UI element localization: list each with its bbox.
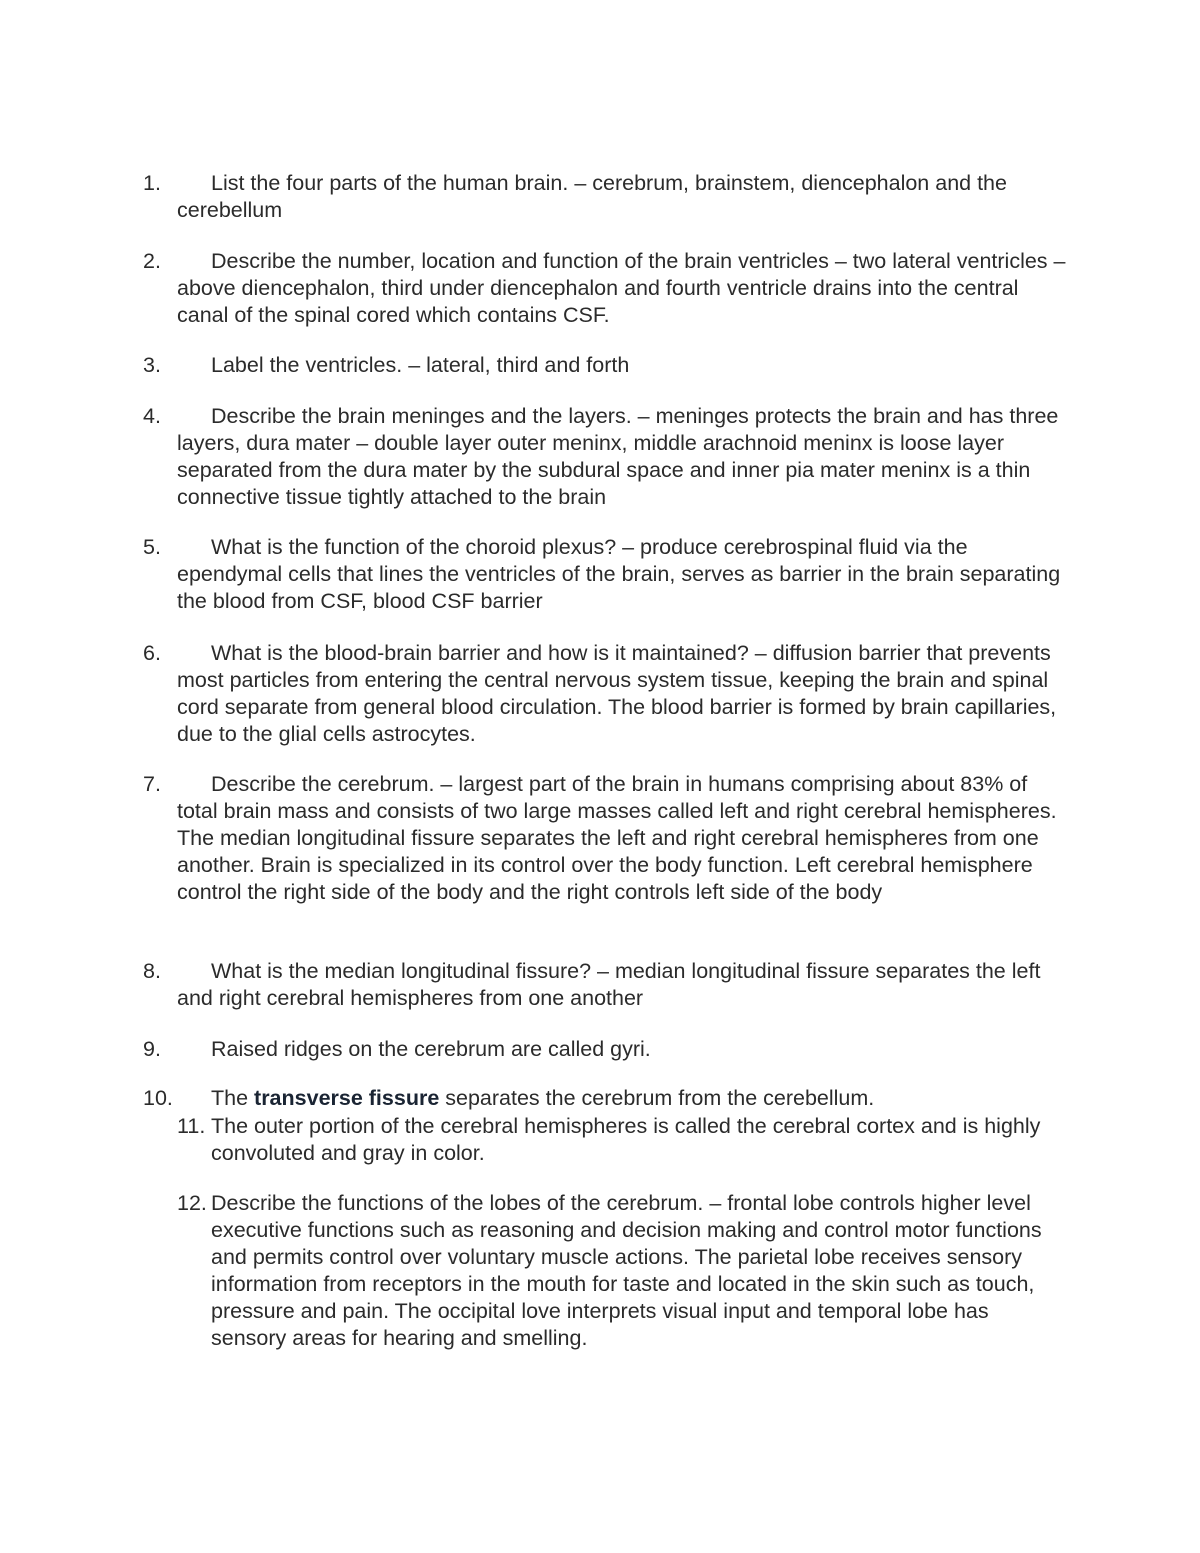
item-text-before: The: [211, 1086, 255, 1110]
item-text-after: separates the cerebrum from the cerebellum.: [439, 1086, 875, 1110]
item-text: What is the blood-brain barrier and how is it maintained? – diffusion barrier that prevents most particles from entering the central nervous system tissue, keeping the brain and spinal cord separate from general blood circulation. The blood barrier is formed by brain capillaries, due to the glial cells astrocytes.: [177, 641, 1057, 746]
item-number: 4.: [143, 404, 161, 428]
item-number: 11.: [177, 1114, 206, 1138]
item-text: Describe the functions of the lobes of the cerebrum. – frontal lobe controls higher level executive functions such as reasoning and decision making and control motor functions and permits control over voluntary muscle actions. The parietal lobe receives sensory information from receptors in the mouth for taste and located in the skin such as touch, pressure and pain. The occipital love interprets visual input and temporal lobe has sensory areas for hearing and smelling.: [211, 1191, 1042, 1350]
item-number: 10.: [143, 1086, 173, 1110]
item-text: [177, 1085, 1067, 1112]
item-number: 7.: [143, 772, 161, 796]
item-text: Describe the number, location and function of the brain ventricles – two lateral ventricles – above diencephalon, third under diencephalon and fourth ventricle drains into the central canal of the spinal cored which contains CSF.: [177, 249, 1066, 327]
item-number: 8.: [143, 959, 161, 983]
item-number: 9.: [143, 1037, 161, 1061]
item-text: Raised ridges on the cerebrum are called gyri.: [211, 1037, 651, 1061]
item-number: 12.: [177, 1191, 207, 1215]
item-text: What is the median longitudinal fissure? – median longitudinal fissure separates the left and right cerebral hemispheres from one another: [177, 959, 1041, 1010]
item-number: 1.: [143, 171, 161, 195]
item-text: Describe the brain meninges and the layers. – meninges protects the brain and has three layers, dura mater – double layer outer meninx, middle arachnoid meninx is loose layer separated from the dura mater by the subdural space and inner pia mater meninx is a thin connective tissue tightly attached to the brain: [177, 404, 1059, 509]
bold-term: transverse fissure: [254, 1086, 440, 1110]
item-number: 2.: [143, 249, 161, 273]
item-text: What is the function of the choroid plexus? – produce cerebrospinal fluid via the ependymal cells that lines the ventricles of the brain, serves as barrier in the brain separating the blood from CSF, blood CSF barrier: [177, 535, 1061, 613]
item-number: 3.: [143, 353, 161, 377]
item-text: Describe the cerebrum. – largest part of the brain in humans comprising about 83% of total brain mass and consists of two large masses called left and right cerebral hemispheres. The median longitudinal fissure separates the left and right cerebral hemispheres from one another. Brain is specialized in its control over the body function. Left cerebral hemisphere control the right side of the body and the right controls left side of the body: [177, 772, 1057, 904]
item-text: Label the ventricles. – lateral, third and forth: [211, 353, 630, 377]
item-text: The outer portion of the cerebral hemispheres is called the cerebral cortex and is highly convoluted and gray in color.: [211, 1114, 1041, 1165]
item-number: 5.: [143, 535, 161, 559]
item-number: 6.: [143, 641, 161, 665]
item-text: List the four parts of the human brain. – cerebrum, brainstem, diencephalon and the cerebellum: [177, 171, 1007, 222]
